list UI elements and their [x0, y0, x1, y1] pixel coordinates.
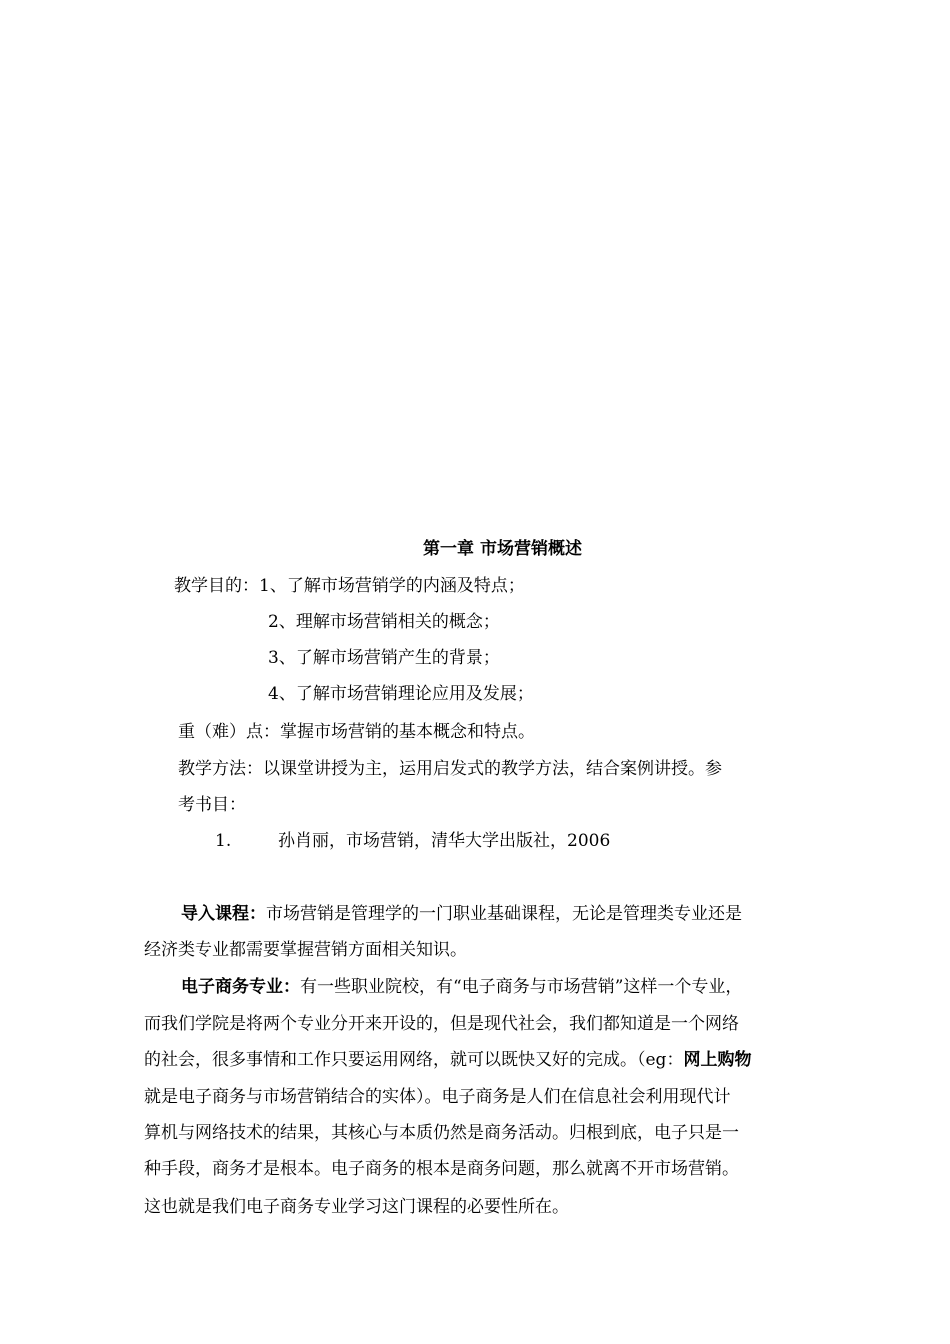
ecommerce-line-1 [181, 975, 742, 999]
objective-item-1: 1、了解市场营销学的内涵及特点； [259, 576, 525, 596]
ecommerce-line-6: 种手段，商务才是根本。电子商务的根本是商务问题，那么就离不开市场营销。 [144, 1159, 739, 1179]
intro-line-2: 经济类专业都需要掌握营销方面相关知识。 [144, 940, 467, 960]
online-shopping-bold: 网上购物 [683, 1050, 752, 1070]
ecommerce-text-1: 有一些职业院校，有“电子商务与市场营销”这样一个专业， [300, 977, 743, 997]
key-points: 重（难）点：掌握市场营销的基本概念和特点。 [178, 722, 535, 742]
objective-item-4: 4、了解市场营销理论应用及发展； [268, 684, 534, 704]
teaching-method-line-1: 教学方法：以课堂讲授为主，运用启发式的教学方法，结合案例讲授。参 [178, 759, 722, 779]
reference-number: 1. [215, 831, 232, 851]
ecommerce-line-3 [144, 1048, 751, 1072]
chapter-title: 第一章 市场营销概述 [423, 539, 582, 559]
ecommerce-line-2: 而我们学院是将两个专业分开来开设的，但是现代社会，我们都知道是一个网络 [144, 1014, 739, 1034]
reference-text: 孙肖丽，市场营销，清华大学出版社，2006 [278, 831, 611, 851]
intro-line-1 [181, 902, 742, 926]
ecommerce-label: 电子商务专业： [181, 977, 300, 997]
ecommerce-line-7: 这也就是我们电子商务专业学习这门课程的必要性所在。 [144, 1197, 569, 1217]
ecommerce-text-3: 的社会，很多事情和工作只要运用网络，就可以既快又好的完成。（eg： [144, 1050, 684, 1070]
objective-item-3: 3、了解市场营销产生的背景； [268, 648, 500, 668]
ecommerce-line-4: 就是电子商务与市场营销结合的实体）。电子商务是人们在信息社会利用现代计 [144, 1087, 731, 1107]
objectives-line-1 [174, 574, 525, 598]
objective-item-2: 2、理解市场营销相关的概念； [268, 612, 500, 632]
reference-item [0, 829, 950, 853]
intro-text-1: 市场营销是管理学的一门职业基础课程，无论是管理类专业还是 [266, 904, 742, 924]
intro-label: 导入课程： [181, 904, 266, 924]
ecommerce-line-5: 算机与网络技术的结果，其核心与本质仍然是商务活动。归根到底，电子只是一 [144, 1123, 739, 1143]
objectives-label: 教学目的： [174, 576, 259, 596]
teaching-method-line-2: 考书目： [178, 795, 246, 815]
